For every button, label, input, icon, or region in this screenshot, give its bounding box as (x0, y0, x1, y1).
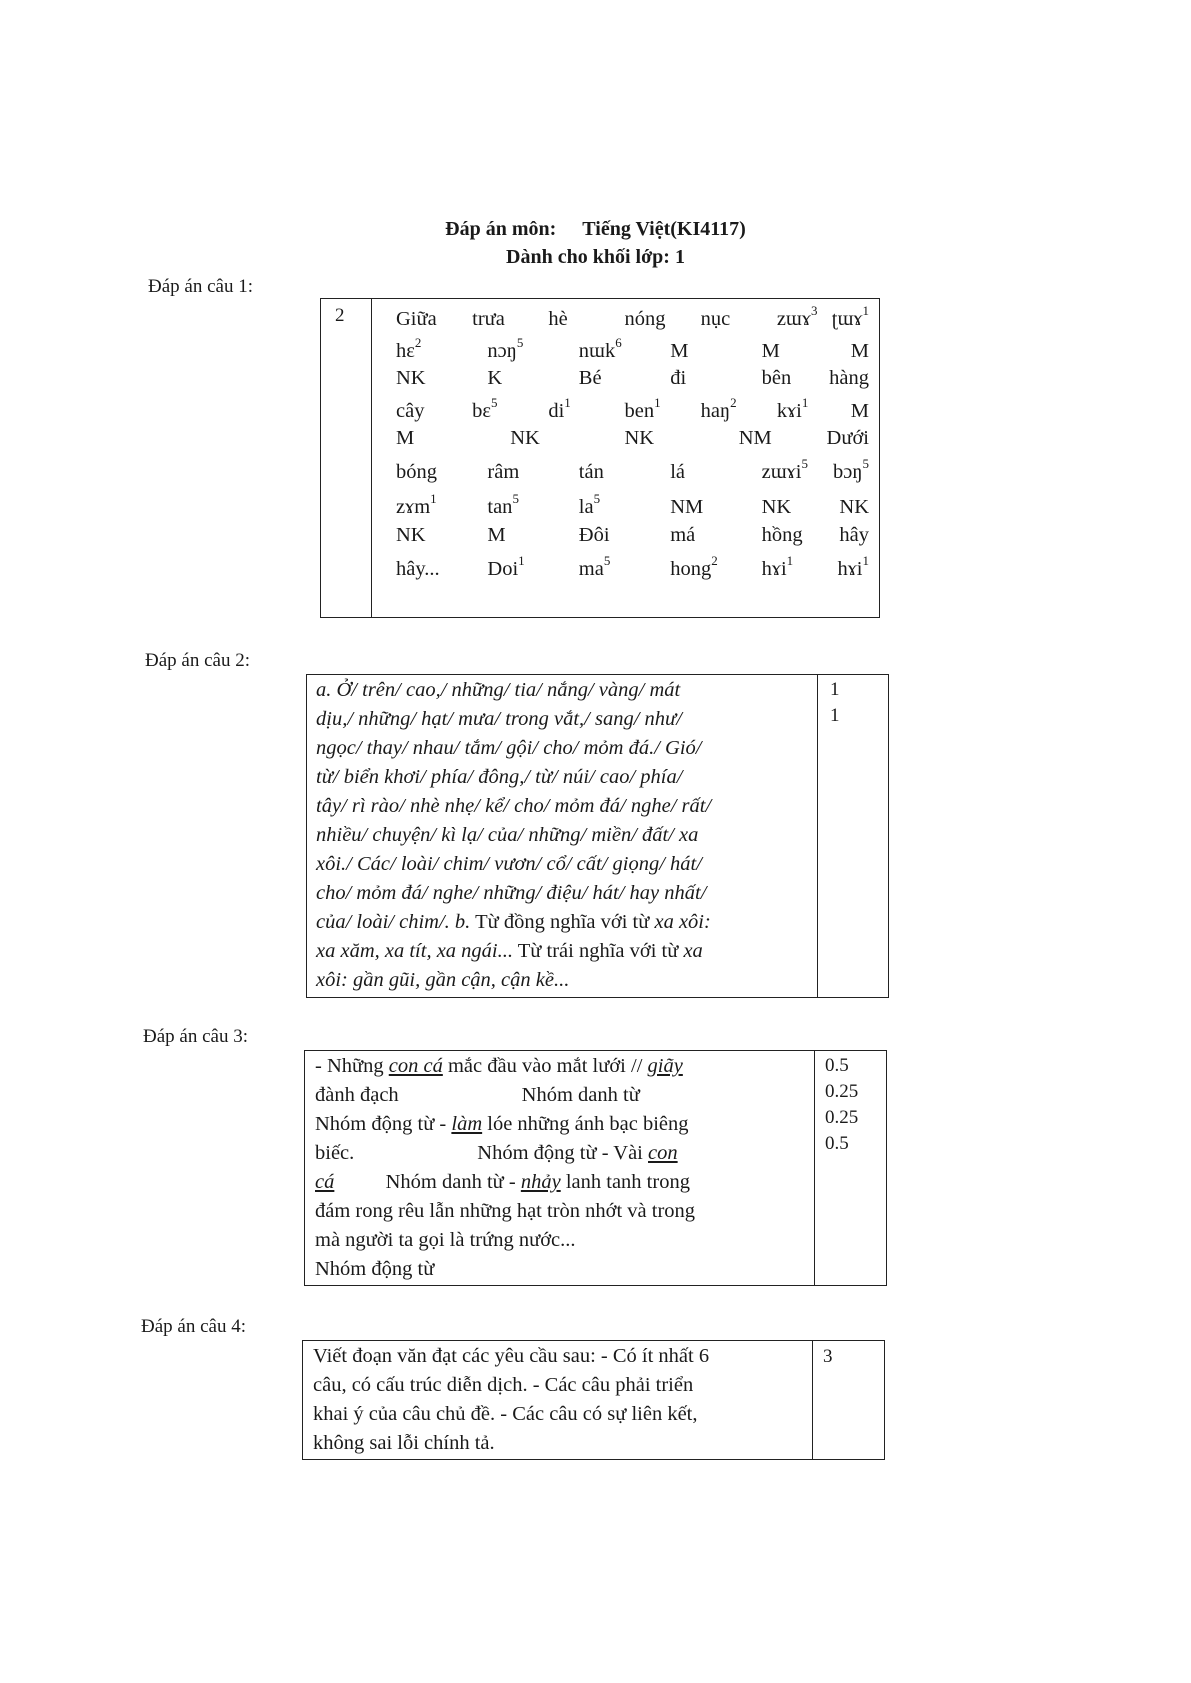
q2-line (316, 937, 711, 966)
q1-word: $\tan^5$ (487, 491, 519, 518)
q1-tone-mark: 1 (862, 303, 869, 319)
q3-line (315, 1110, 695, 1139)
q4-answer-box (302, 1340, 885, 1460)
q2-text-run: xôi: gần gũi, gần cận, cận kề... (316, 969, 570, 991)
q3-line (315, 1052, 695, 1081)
q1-tone-mark: 2 (730, 395, 737, 411)
q2-line (316, 908, 711, 937)
q1-word: Doi$^1$ (487, 553, 525, 580)
q1-tone-mark: 5 (516, 335, 524, 351)
q1-word: hɛ$^2$ (396, 335, 422, 362)
q2-text-run: nhiều/ chuyện/ kì lạ/ của/ những/ miền/ đất/ xa (316, 824, 699, 846)
q3-text-run: con cá (388, 1055, 443, 1077)
q1-word: NK (761, 496, 792, 518)
q3-answer-text (315, 1052, 695, 1284)
q1-tone-mark: 1 (430, 491, 437, 507)
q1-tone-mark: 1 (518, 553, 525, 569)
subject-label: Đáp án môn: (445, 218, 557, 240)
q2-text-run: xa xăm, xa tít, xa ngái... (316, 940, 513, 962)
q1-word: NK (510, 427, 540, 449)
q1-word: NM (738, 427, 772, 449)
q2-line (316, 792, 711, 821)
q1-word: hây... (396, 558, 440, 580)
q1-word: ben$^1$ (624, 395, 661, 422)
q1-word: zɤm$^1$ (396, 491, 437, 518)
q1-word: tán (578, 461, 604, 483)
q3-text-run: cá (315, 1171, 335, 1193)
q2-answer-text (316, 676, 711, 995)
q1-word: NM (670, 496, 704, 518)
q2-text-run: Từ trái nghĩa với từ (512, 940, 684, 962)
q1-word: Bé (578, 367, 602, 389)
q1-word: hàng (829, 367, 869, 389)
q2-text-run: Từ đồng nghĩa với từ (470, 911, 655, 933)
q1-word: haŋ$^2$ (700, 395, 737, 422)
q3-score: 0.25 (825, 1081, 859, 1102)
q1-tone-mark: 3 (810, 303, 818, 319)
q2-text-run: dịu,/ những/ hạt/ mưa/ trong vắt,/ sang/ như/ (316, 708, 682, 730)
q1-word: K (487, 367, 503, 389)
q4-text-run: không sai lỗi chính tả. (313, 1432, 495, 1454)
q1-word: NK (839, 496, 869, 518)
q3-text-run: lanh tanh trong (560, 1171, 690, 1193)
q3-score: 0.5 (825, 1133, 849, 1154)
q3-line (315, 1081, 695, 1110)
q3-text-run: lóe những ánh bạc biêng (482, 1113, 689, 1135)
q1-word: hồng (761, 524, 803, 546)
q1-word: kɤi$^1$ (776, 395, 809, 422)
q1-word: zɯɤi$^5$ (761, 456, 808, 483)
q3-line (315, 1197, 695, 1226)
q3-line (315, 1139, 695, 1168)
q1-tone-mark: 1 (786, 553, 794, 569)
q2-text-run: từ/ biển khơi/ phía/ đông,/ từ/ núi/ cao/ phía/ (316, 766, 683, 788)
q1-word: M (850, 400, 869, 422)
q4-text-run: câu, có cấu trúc diễn dịch. - Các câu phải triển (313, 1374, 694, 1396)
q2-line (316, 850, 711, 879)
q1-word: lá (670, 461, 685, 483)
q1-word: bên (761, 367, 792, 389)
q1-word: đi (670, 367, 687, 389)
q2-line (316, 821, 711, 850)
q1-word: $ma^5$ (578, 553, 611, 580)
q3-text-run: đám rong rêu lẫn những hạt tròn nhớt và trong (315, 1200, 696, 1222)
q1-word: trưa (472, 308, 505, 330)
q1-word: hɤi$^1$ (761, 553, 794, 580)
q3-label: Đáp án câu 3: (143, 1026, 248, 1047)
q3-text-run: con (648, 1142, 678, 1164)
q3-text-run: giãy (647, 1055, 683, 1077)
q4-line (313, 1371, 709, 1400)
q1-tone-mark: 1 (801, 395, 809, 411)
q1-tone-mark: 5 (512, 491, 519, 507)
q3-text-run: nhảy (520, 1171, 561, 1193)
q2-scores (830, 677, 840, 729)
q3-text-run: biếc. Nhóm động từ - Vài (315, 1142, 649, 1164)
q1-tone-mark: 1 (564, 395, 571, 411)
q3-scores (825, 1053, 858, 1157)
q1-tone-mark: 1 (862, 553, 869, 569)
q1-tone-mark: 1 (654, 395, 661, 411)
grade-level: Dành cho khối lớp: 1 (506, 246, 685, 268)
q2-score: 1 (830, 679, 840, 700)
q4-text-run: khai ý của câu chủ đề. - Các câu có sự liên kết, (313, 1403, 698, 1425)
q1-word: bóng (396, 461, 437, 483)
q1-word: bɔŋ$^5$ (833, 456, 869, 483)
answer-title (0, 218, 1191, 241)
q1-word: hè (548, 308, 568, 330)
q1-word: M (487, 524, 506, 546)
q1-word: $la^5$ (578, 491, 601, 518)
q1-word: nɔŋ$^5$ (487, 335, 524, 362)
q3-line (315, 1226, 695, 1255)
q1-answer-box (320, 298, 880, 618)
q2-text-run: xa xôi: (654, 911, 711, 933)
q2-text-run: ngọc/ thay/ nhau/ tắm/ gội/ cho/ mỏm đá./ Gió/ (316, 737, 702, 759)
q1-word: hɤi$^1$ (837, 553, 869, 580)
q4-score: 3 (823, 1346, 833, 1367)
q1-word: nóng (624, 308, 666, 330)
q1-word: ʈɯɤ$^1$ (831, 303, 869, 330)
q1-word: Giữa (396, 308, 437, 330)
q1-tone-mark: 5 (491, 395, 498, 411)
q1-word: má (670, 524, 696, 546)
q4-label: Đáp án câu 4: (141, 1316, 246, 1337)
q3-text-run: mắc đầu vào mắt lưới // (442, 1055, 648, 1077)
q1-word: Đôi (578, 524, 610, 546)
q2-line (316, 705, 711, 734)
q1-word: bɛ$^5$ (472, 395, 498, 422)
q1-tone-mark: 6 (615, 335, 622, 351)
q1-word: M (761, 340, 780, 362)
q1-word: cây (396, 400, 425, 422)
q2-text-run: tây/ rì rào/ nhè nhẹ/ kể/ cho/ mỏm đá/ nghe/ rất/ (316, 795, 712, 817)
q3-text-run: mà người ta gọi là trứng nước... (315, 1229, 576, 1251)
q1-word: NK (396, 367, 426, 389)
q2-line (316, 966, 711, 995)
q2-text-run: a. Ở/ trên/ cao,/ những/ tia/ nắng/ vàng/ mát (316, 679, 681, 701)
q2-text-run: xa (683, 940, 703, 962)
q2-answer-box (306, 674, 889, 998)
subject-name: Tiếng Việt(KI4117) (582, 218, 746, 240)
q1-word: râm (487, 461, 520, 483)
q1-tone-mark: 5 (801, 456, 808, 472)
q3-score: 0.5 (825, 1055, 849, 1076)
q1-word: hong$^2$ (670, 553, 718, 580)
q4-answer-text (313, 1342, 709, 1458)
q4-line (313, 1400, 709, 1429)
q1-word: NK (624, 427, 655, 449)
q1-tone-mark: 2 (414, 335, 422, 351)
q2-line (316, 879, 711, 908)
q3-score: 0.25 (825, 1107, 859, 1128)
q2-line (316, 734, 711, 763)
q3-text-run: Nhóm động từ (315, 1258, 435, 1280)
q1-word: M (850, 340, 869, 362)
q1-tone-mark: 5 (862, 456, 869, 472)
q2-line (316, 763, 711, 792)
q1-tone-mark: 5 (593, 491, 601, 507)
q1-word: nục (700, 308, 731, 330)
q3-answer-box (304, 1050, 887, 1286)
q2-label: Đáp án câu 2: (145, 650, 250, 671)
q1-word: nɯk$^6$ (578, 335, 622, 362)
q3-text-run: - Những (315, 1055, 389, 1077)
q1-label: Đáp án câu 1: (148, 276, 253, 297)
q1-word: M (396, 427, 415, 449)
q1-word: zɯɤ$^3$ (776, 303, 818, 330)
q2-score: 1 (830, 705, 840, 726)
q1-word: $di^1$ (548, 395, 571, 422)
q3-line (315, 1255, 695, 1284)
q1-word: hây (839, 524, 869, 546)
q2-text-run: của/ loài/ chim/. b. (316, 911, 471, 933)
q4-line (313, 1429, 709, 1458)
q3-text-run: làm (451, 1113, 483, 1135)
q3-text-run: đành đạch Nhóm danh từ (315, 1084, 640, 1106)
q3-text-run: Nhóm danh từ - (334, 1171, 521, 1193)
q1-word: M (670, 340, 689, 362)
q1-word: NK (396, 524, 426, 546)
q3-line (315, 1168, 695, 1197)
q3-text-run: Nhóm động từ - (315, 1113, 452, 1135)
q2-text-run: cho/ mỏm đá/ nghe/ những/ điệu/ hát/ hay nhất/ (316, 882, 707, 904)
q4-text-run: Viết đoạn văn đạt các yêu cầu sau: - Có ít nhất 6 (313, 1345, 710, 1367)
q1-word: Dưới (826, 427, 869, 449)
q1-score: 2 (335, 305, 345, 326)
q4-line (313, 1342, 709, 1371)
q2-line (316, 676, 711, 705)
q1-tone-mark: 2 (711, 553, 718, 569)
q1-tone-mark: 5 (603, 553, 611, 569)
q2-text-run: xôi./ Các/ loài/ chim/ vươn/ cổ/ cất/ giọng/ hát/ (316, 853, 702, 875)
